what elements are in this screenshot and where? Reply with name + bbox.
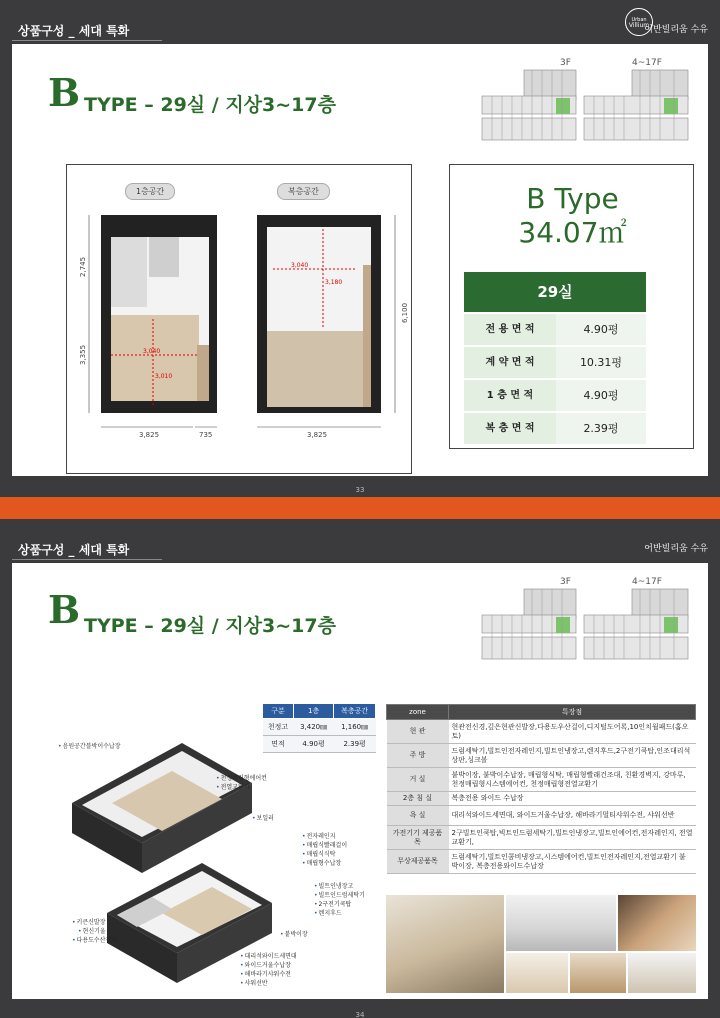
- spec-row: [464, 313, 646, 345]
- callout-label: • 와이드거울수납장: [240, 960, 291, 969]
- area-cell: 3,420㎜: [293, 719, 333, 736]
- floor-label-3f: 3F: [560, 58, 571, 68]
- callout-label: • 샤워선반: [240, 978, 268, 987]
- feature-table: [386, 704, 696, 874]
- area-table-header: 1층: [293, 704, 333, 719]
- spec-unit-count: 29실: [464, 272, 646, 312]
- header-underline: [12, 559, 162, 560]
- callout-label: • 전자레인지: [302, 831, 336, 840]
- callout-label: • 해바라기샤워수전: [240, 969, 291, 978]
- unit-floor-plans: [67, 165, 413, 475]
- table-row: [263, 719, 376, 736]
- dim-bottom-2: 735: [199, 431, 213, 439]
- area-cell: 4.90평: [293, 736, 333, 753]
- spec-row: [464, 346, 646, 378]
- interior-photo-bathroom: [506, 895, 616, 951]
- red-dim-width-2: 3,040: [291, 262, 309, 269]
- page-divider: [0, 497, 720, 519]
- zone-cell: 주 방: [387, 744, 449, 768]
- red-dim-width-1: 3,040: [143, 348, 161, 355]
- interior-photo-living: [386, 895, 504, 993]
- dim-left-bottom: 3,355: [79, 344, 87, 365]
- page-number: 34: [355, 1011, 365, 1018]
- type-letter: B: [48, 70, 81, 115]
- feature-cell: 드럼세탁기,빌트인전자레인지,빌트인냉장고,렌지후드,2구전기쿡탑,인조대리석상판,싱크볼: [449, 744, 696, 768]
- table-row: [387, 850, 696, 874]
- feature-cell: 현관전신경,깊은현관신발장,다용도우산걸이,디지털도어록,10인치월패드(홈오토): [449, 720, 696, 744]
- callout-label: • 전열교환기: [216, 782, 250, 791]
- spec-row-label: 1 층 면 적: [464, 380, 556, 411]
- area-cell: 천정고: [263, 719, 294, 736]
- feature-table-header: 특장점: [449, 705, 696, 720]
- feature-cell: 대리석와이드세면대, 와이드거울수납장, 해바라기멀티샤워수전, 샤워선반: [449, 806, 696, 826]
- dim-bottom-1: 3,825: [139, 431, 160, 439]
- plan-tag-loft: 복층공간: [277, 183, 330, 200]
- header-title: 상품구성 _ 세대 특화: [18, 24, 130, 38]
- callout-label: • 매립형수납장: [302, 858, 341, 867]
- area-cell: 2.39평: [334, 736, 376, 753]
- red-dim-height-2: 3,180: [325, 279, 343, 286]
- header-title: 상품구성 _ 세대 특화: [18, 543, 130, 557]
- spec-panel: [449, 164, 694, 449]
- interior-photo-kitchen: [618, 895, 696, 951]
- callout-label: • 2구전기쿡탑: [314, 899, 351, 908]
- mini-plan-3f: [480, 587, 580, 665]
- spec-row-label: 계 약 면 적: [464, 347, 556, 378]
- slide-header: [0, 0, 720, 40]
- slide-sheet: [12, 563, 708, 999]
- table-row: [387, 744, 696, 768]
- feature-table-header: zone: [387, 705, 449, 720]
- callout-label: • 키큰신발장: [72, 917, 106, 926]
- callout-label: • 매립식식탁: [302, 849, 336, 858]
- spec-row-label: 전 용 면 적: [464, 314, 556, 345]
- spec-area: 34.07㎡: [518, 216, 627, 249]
- interior-photo-stairs: [570, 953, 626, 993]
- callout-label: • 보일러: [252, 813, 274, 822]
- table-row: [387, 806, 696, 826]
- floor-plan-frame: [66, 164, 412, 474]
- mini-plan-4-17f: [582, 587, 692, 665]
- feature-cell: 붙박이장, 붙박이수납장, 매립형식탁, 매립형빨래건조대, 친환경벽지, 강마루, 천정매립형시스템에어컨, 천정매립형전열교환기: [449, 768, 696, 792]
- interior-photo-bedroom: [628, 953, 696, 993]
- table-row: [387, 826, 696, 850]
- spec-type-name: B Type: [526, 182, 619, 215]
- callout-label: • 대리석와이드세면대: [240, 951, 297, 960]
- feature-cell: 드럼세탁기,빌트인콤비냉장고,시스템에어컨,빌트인전자레인지,전열교환기 붙박이장, 복층전용와이드수납장: [449, 850, 696, 874]
- page-number: 33: [355, 486, 365, 494]
- zone-cell: 거 실: [387, 768, 449, 792]
- slide-page-34: [0, 519, 720, 1018]
- zone-cell: 가전기기 제공품목: [387, 826, 449, 850]
- callout-label: • 음원공간블박이수납장: [58, 741, 121, 750]
- callout-label: • 렌지후드: [314, 908, 342, 917]
- type-title: TYPE – 29실 / 지상3~17층: [84, 615, 336, 637]
- mini-plan-4-17f: [582, 68, 692, 146]
- callout-label: • 빌트인드럼세탁기: [314, 890, 365, 899]
- type-letter: B: [48, 587, 81, 632]
- mini-plan-3f: [480, 68, 580, 146]
- table-row: [387, 792, 696, 806]
- table-row: [387, 720, 696, 744]
- feature-cell: 복층전용 와이드 수납장: [449, 792, 696, 806]
- dim-right-height: 6,100: [401, 302, 409, 323]
- urban-villium-logo: Urban Villium: [625, 8, 653, 36]
- callout-label: • 천정매립형에어컨: [216, 773, 267, 782]
- interior-photo-loft: [506, 953, 568, 993]
- header-underline: [12, 40, 162, 41]
- zone-cell: 욕 실: [387, 806, 449, 826]
- red-dim-height-1: 3,010: [155, 373, 173, 380]
- type-title: TYPE – 29실 / 지상3~17층: [84, 94, 336, 116]
- spec-row: [464, 379, 646, 411]
- area-cell: 1,160㎜: [334, 719, 376, 736]
- area-cell: 면적: [263, 736, 294, 753]
- floor-label-3f: 3F: [560, 577, 571, 587]
- dim-bottom-3: 3,825: [307, 431, 328, 439]
- spec-row-value: 4.90평: [583, 389, 619, 402]
- spec-row: [464, 412, 646, 444]
- floor-label-4-17f: 4~17F: [632, 58, 662, 68]
- feature-cell: 2구빌트인쿡탑,빅트인드럼세탁기,빌트인냉장고,빌트인에어컨,전자레인지, 전열교환기,: [449, 826, 696, 850]
- area-table-header: 구분: [263, 704, 294, 719]
- spec-row-value: 10.31평: [579, 356, 623, 369]
- plan-tag-1f: 1층공간: [125, 183, 175, 200]
- spec-row-value: 4.90평: [583, 323, 619, 336]
- callout-label: • 현신기울: [78, 926, 106, 935]
- callout-label: • 다용도수산걸이: [72, 935, 117, 944]
- slide-sheet: [12, 44, 708, 476]
- slide-header: [0, 519, 720, 559]
- callout-label: • 빌트인냉장고: [314, 881, 353, 890]
- dim-left-top: 2,745: [79, 256, 87, 277]
- zone-cell: 2층 침 실: [387, 792, 449, 806]
- floor-label-4-17f: 4~17F: [632, 577, 662, 587]
- brand-name: 어반빌리움 수유: [644, 544, 708, 554]
- callout-label: • 붙박이장: [280, 929, 308, 938]
- spec-row-value: 2.39평: [583, 422, 619, 435]
- spec-row-label: 복 층 면 적: [464, 413, 556, 444]
- area-table-header: 복층공간: [334, 704, 376, 719]
- table-row: [387, 768, 696, 792]
- callout-label: • 매립식빨래걸이: [302, 840, 347, 849]
- zone-cell: 무상제공품목: [387, 850, 449, 874]
- brand-name: 어반빌리움 수유: [644, 25, 708, 35]
- slide-page-33: [0, 0, 720, 497]
- zone-cell: 현 관: [387, 720, 449, 744]
